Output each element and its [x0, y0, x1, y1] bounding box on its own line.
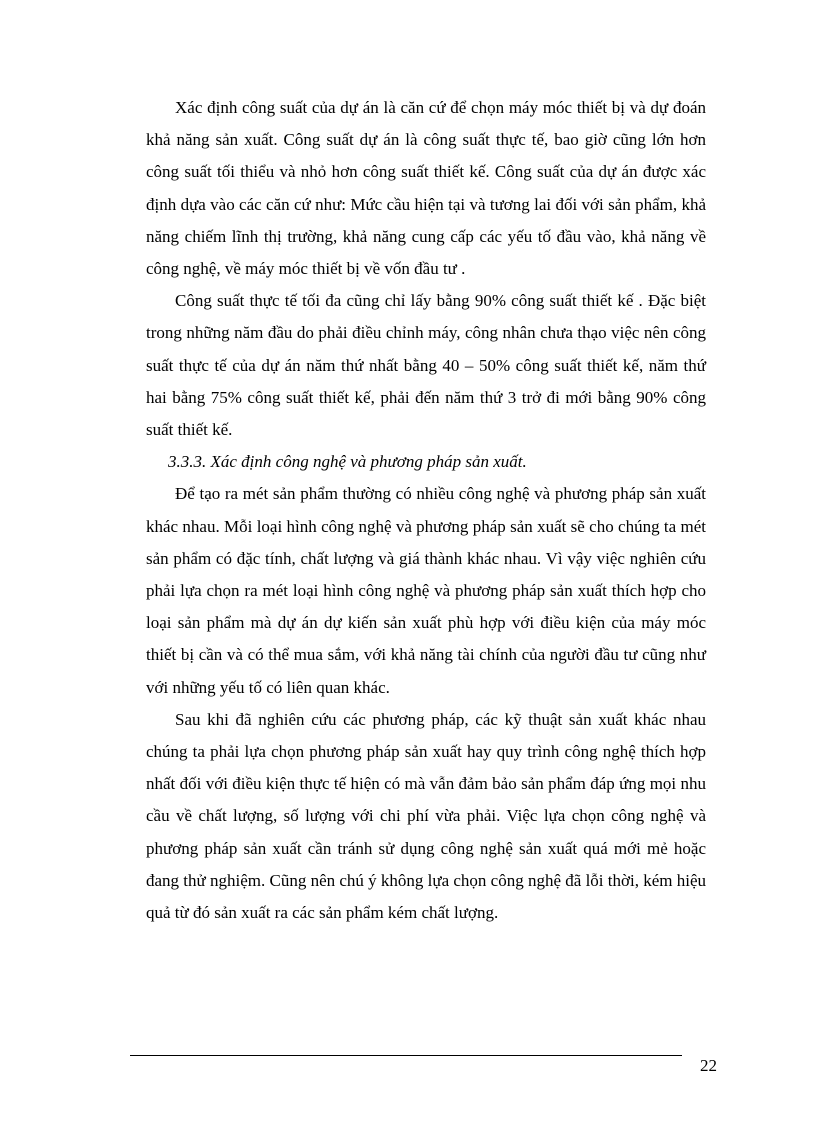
paragraph-capacity-determination: Xác định công suất của dự án là căn cứ để chọn máy móc thiết bị và dự đoán khả năng sản xuất. Công suất dự án là công suất thực tế, bao giờ cũng lớn hơn công suất tối thiểu và nhỏ hơn công suất thiết kế. Công suất của dự án được xác định dựa vào các căn cứ như: Mức cầu hiện tại và tương lai đối với sản phẩm, khả năng chiếm lĩnh thị trường, khả năng cung cấp các yếu tố đầu vào, khả năng về công nghệ, về máy móc thiết bị về vốn đầu tư . — [146, 98, 706, 279]
paragraph-technology-choice: Để tạo ra mét sản phẩm thường có nhiều công nghệ và phương pháp sản xuất khác nhau. Mỗi loại hình công nghệ và phương pháp sản xuất sẽ cho chúng ta mét sản phẩm có đặc tính, chất lượng và giá thành khác nhau. Vì vậy việc nghiên cứu phải lựa chọn ra mét loại hình công nghệ và phương pháp sản xuất thích hợp cho loại sản phẩm mà dự án dự kiến sản xuất phù hợp với điều kiện của máy móc thiết bị cần và có thể mua sắm, với khả năng tài chính của người đầu tư cũng như với những yếu tố có liên quan khác. — [146, 484, 706, 697]
paragraph-method-selection: Sau khi đã nghiên cứu các phương pháp, các kỹ thuật sản xuất khác nhau chúng ta phải lựa chọn phương pháp sản xuất hay quy trình công nghệ thích hợp nhất đối với điều kiện thực tế hiện có mà vẫn đảm bảo sản phẩm đáp ứng mọi nhu cầu về chất lượng, số lượng với chi phí vừa phải. Việc lựa chọn công nghệ và phương pháp sản xuất cần tránh sử dụng công nghệ sản xuất quá mới mẻ hoặc đang thử nghiệm. Cũng nên chú ý không lựa chọn công nghệ đã lỗi thời, kém hiệu quả từ đó sản xuất ra các sản phẩm kém chất lượng. — [146, 709, 706, 923]
page-body — [146, 92, 706, 929]
section-heading-3-3-3: 3.3.3. Xác định công nghệ và phương pháp sản xuất. — [168, 452, 527, 472]
paragraph-actual-capacity: Công suất thực tế tối đa cũng chỉ lấy bằng 90% công suất thiết kế . Đặc biệt trong những năm đầu do phải điều chỉnh máy, công nhân chưa thạo việc nên công suất thực tế của dự án năm thứ nhất bằng 40 – 50% công suất thiết kế, năm thứ hai bằng 75% công suất thiết kế, phải đến năm thứ 3 trở đi mới bằng 90% công suất thiết kế. — [146, 291, 706, 440]
footer-rule — [130, 1055, 682, 1056]
page-number: 22 — [700, 1056, 717, 1075]
